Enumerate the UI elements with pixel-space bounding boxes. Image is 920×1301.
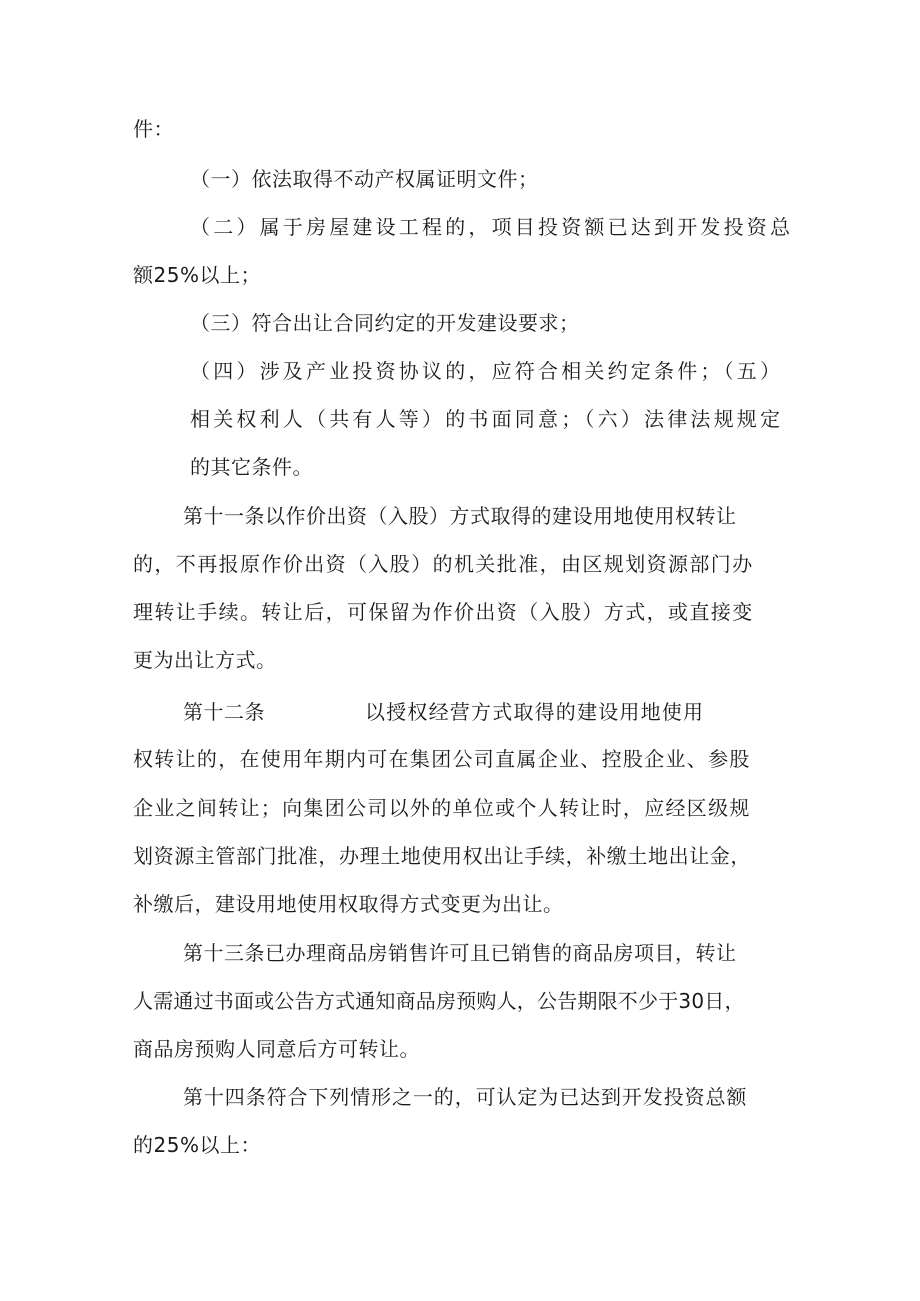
text-line-16: 划资源主管部门批准，办理土地使用权出让手续，补缴土地出让金， <box>133 844 751 868</box>
text-line-18: 第十三条已办理商品房销售许可且已销售的商品房项目，转让 <box>183 941 737 965</box>
text-line-1: 件： <box>133 117 174 141</box>
text-line-19: 人需通过书面或公告方式通知商品房预购人，公告期限不少于30日， <box>133 989 745 1013</box>
text-line-7: 相关权利人（共有人等）的书面同意；（六）法律法规规定 <box>190 407 784 431</box>
text-line-6: （四）涉及产业投资协议的，应符合相关约定条件；（五） <box>190 359 784 383</box>
text-line-4: 额25%以上； <box>133 263 261 287</box>
text-line-3: （二）属于房屋建设工程的，项目投资额已达到开发投资总 <box>190 215 794 239</box>
text-line-22: 的25%以上： <box>133 1133 261 1157</box>
text-line-11: 理转让手续。转让后，可保留为作价出资（入股）方式，或直接变 <box>133 600 754 624</box>
text-line-5: （三）符合出让合同约定的开发建设要求； <box>190 311 580 335</box>
text-line-13a: 第十二条 <box>183 700 265 724</box>
text-line-14: 权转让的，在使用年期内可在集团公司直属企业、控股企业、参股 <box>133 747 751 771</box>
text-line-10: 的，不再报原作价出资（入股）的机关批准，由区规划资源部门办 <box>133 552 754 576</box>
text-line-12: 更为出让方式。 <box>133 648 277 672</box>
text-line-13b: 以授权经营方式取得的建设用地使用 <box>365 700 705 724</box>
text-line-21: 第十四条符合下列情形之一的，可认定为已达到开发投资总额 <box>183 1085 748 1109</box>
text-line-8: 的其它条件。 <box>190 455 313 479</box>
text-line-15: 企业之间转让；向集团公司以外的单位或个人转让时，应经区级规 <box>133 796 751 820</box>
text-line-20: 商品房预购人同意后方可转让。 <box>133 1037 420 1061</box>
text-line-9: 第十一条以作价出资（入股）方式取得的建设用地使用权转让 <box>183 504 737 528</box>
text-line-2: （一）依法取得不动产权属证明文件； <box>190 167 539 191</box>
text-line-17: 补缴后，建设用地使用权取得方式变更为出让。 <box>133 892 564 916</box>
